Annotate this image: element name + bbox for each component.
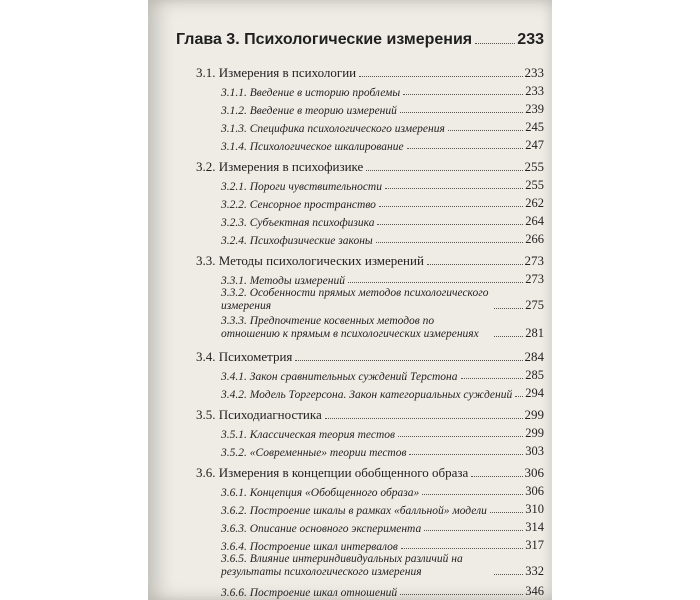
- entry-page: 273: [525, 272, 544, 286]
- entry-page: 233: [524, 65, 544, 80]
- entry-number: 3.2.3.: [221, 217, 247, 229]
- toc-subsection-label: [221, 123, 445, 135]
- entry-title: Субъектная психофизика: [249, 217, 375, 229]
- leader-dots: [494, 336, 523, 337]
- toc-subsection[interactable]: [221, 175, 544, 193]
- entry-title: Психометрия: [218, 349, 293, 364]
- entry-page: 262: [525, 196, 544, 210]
- toc-section-label: [196, 159, 363, 175]
- leader-dots: [490, 512, 523, 513]
- entry-number: 3.1.4.: [221, 141, 247, 153]
- leader-dots: [427, 264, 523, 265]
- toc-subsection-label: [221, 553, 491, 579]
- toc-subsection[interactable]: [221, 581, 544, 599]
- toc-subsection-label: [221, 447, 406, 459]
- toc-subsection-label: [221, 389, 512, 401]
- entry-title: Сенсорное пространство: [249, 199, 376, 211]
- entry-page: 299: [524, 407, 544, 422]
- entry-title: Особенности прямых методов психологического измерения: [221, 287, 489, 312]
- table-of-contents: [176, 31, 544, 599]
- entry-page: 306: [525, 484, 544, 498]
- leader-dots: [400, 594, 523, 595]
- entry-number: 3.1.3.: [221, 123, 247, 135]
- entry-title: Пороги чувствительности: [249, 181, 382, 193]
- toc-section[interactable]: [196, 405, 544, 423]
- entry-number: 3.2.4.: [221, 235, 247, 247]
- entry-page: 255: [525, 178, 544, 192]
- toc-subsection[interactable]: [221, 315, 544, 341]
- entry-title: Измерения в концепции обобщенного образа: [218, 465, 469, 480]
- leader-dots: [398, 436, 523, 437]
- toc-subsection-label: [221, 429, 395, 441]
- toc-section-label: [196, 349, 292, 365]
- toc-subsection[interactable]: [221, 441, 544, 459]
- toc-subsection[interactable]: [221, 535, 544, 553]
- entry-page: 245: [525, 120, 544, 134]
- toc-subsection-label: [221, 217, 374, 229]
- toc-subsection[interactable]: [221, 365, 544, 383]
- entry-number: 3.3.: [196, 253, 216, 268]
- toc-subsection-label: [221, 235, 373, 247]
- entry-page: 247: [525, 138, 544, 152]
- chapter-title: Глава 3. Психологические измерения: [176, 31, 473, 48]
- toc-subsection-label: [221, 181, 382, 193]
- leader-dots: [366, 170, 522, 171]
- entry-title: Закон сравнительных суждений Терстона: [249, 371, 458, 383]
- entry-number: 3.2.2.: [221, 199, 247, 211]
- toc-subsection[interactable]: [221, 193, 544, 211]
- entry-number: 3.2.1.: [221, 181, 247, 193]
- entry-title: Влияние интериндивидуальных различий на результаты психологического измерения: [221, 553, 463, 578]
- entry-page: 255: [524, 159, 544, 174]
- toc-subsection-label: [221, 199, 376, 211]
- toc-subsection[interactable]: [221, 517, 544, 535]
- toc-subsection-label: [221, 587, 397, 599]
- entry-number: 3.6.5.: [221, 553, 247, 565]
- toc-subsection[interactable]: [221, 135, 544, 153]
- toc-subsection[interactable]: [221, 211, 544, 229]
- leader-dots: [494, 574, 523, 575]
- entry-number: 3.1.2.: [221, 105, 247, 117]
- toc-subsection-label: [221, 487, 419, 499]
- leader-dots: [409, 454, 523, 455]
- toc-subsection-label: [221, 287, 491, 313]
- entry-number: 3.4.1.: [221, 371, 247, 383]
- toc-subsection-label: [221, 541, 398, 553]
- entry-title: Построение шкалы в рамках «балльной» модели: [249, 505, 487, 517]
- toc-subsection[interactable]: [221, 229, 544, 247]
- toc-subsection[interactable]: [221, 481, 544, 499]
- entry-number: 3.6.6.: [221, 587, 247, 599]
- entry-title: Измерения в психологии: [218, 65, 357, 80]
- toc-section-label: [196, 65, 356, 81]
- entry-number: 3.1.: [196, 65, 216, 80]
- entry-page: 284: [524, 349, 544, 364]
- entry-title: Предпочтение косвенных методов по отношению к прямым в психологических измерениях: [221, 315, 479, 340]
- entry-number: 3.3.1.: [221, 275, 247, 287]
- entry-number: 3.3.2.: [221, 287, 247, 299]
- entry-title: Модель Торгерсона. Закон категориальных суждений: [249, 389, 513, 401]
- leader-dots: [407, 148, 524, 149]
- leader-dots: [385, 188, 523, 189]
- entry-page: 314: [525, 520, 544, 534]
- leader-dots: [424, 530, 523, 531]
- chapter-heading[interactable]: [176, 31, 544, 49]
- entry-page: 306: [524, 465, 544, 480]
- toc-subsection-label: [221, 315, 491, 341]
- entry-title: Психодиагностика: [218, 407, 322, 422]
- leader-dots: [377, 224, 523, 225]
- leader-dots: [401, 548, 523, 549]
- entry-number: 3.1.1.: [221, 87, 247, 99]
- toc-subsection-label: [221, 87, 400, 99]
- entry-title: Измерения в психофизике: [218, 159, 364, 174]
- entry-number: 3.4.: [196, 349, 216, 364]
- toc-subsection[interactable]: [221, 269, 544, 287]
- leader-dots: [325, 418, 523, 419]
- toc-subsection[interactable]: [221, 81, 544, 99]
- toc-section[interactable]: [196, 63, 544, 81]
- book-page: [148, 0, 552, 600]
- toc-section[interactable]: [196, 251, 544, 269]
- entry-number: 3.5.: [196, 407, 216, 422]
- entry-number: 3.6.3.: [221, 523, 247, 535]
- entry-number: 3.2.: [196, 159, 216, 174]
- toc-subsection-label: [221, 141, 404, 153]
- entry-title: Специфика психологического измерения: [249, 123, 445, 135]
- entry-title: Методы психологических измерений: [218, 253, 424, 268]
- entry-page: 264: [525, 214, 544, 228]
- toc-subsection-label: [221, 105, 397, 117]
- toc-section[interactable]: [196, 157, 544, 175]
- leader-dots: [376, 242, 524, 243]
- toc-section-label: [196, 465, 468, 481]
- entry-page: 310: [525, 502, 544, 516]
- entry-title: «Современные» теории тестов: [249, 447, 407, 459]
- entry-page: 294: [525, 386, 544, 400]
- leader-dots: [494, 308, 523, 309]
- toc-subsection-label: [221, 523, 421, 535]
- entry-page: 346: [525, 584, 544, 598]
- entry-number: 3.5.1.: [221, 429, 247, 441]
- entry-page: 281: [525, 326, 544, 340]
- entry-page: 233: [525, 84, 544, 98]
- entry-title: Классическая теория тестов: [249, 429, 395, 441]
- toc-subsection[interactable]: [221, 383, 544, 401]
- toc-subsection[interactable]: [221, 117, 544, 135]
- toc-subsection-label: [221, 505, 487, 517]
- entry-title: Введение в теорию измерений: [249, 105, 397, 117]
- toc-section-label: [196, 253, 424, 269]
- entry-page: 317: [525, 538, 544, 552]
- entry-page: 239: [525, 102, 544, 116]
- leader-dots: [400, 112, 523, 113]
- entry-title: Введение в историю проблемы: [249, 87, 401, 99]
- leader-dots: [471, 476, 522, 477]
- entry-title: Построение шкал отношений: [249, 587, 398, 599]
- entry-title: Концепция «Обобщенного образа»: [249, 487, 420, 499]
- entry-title: Психофизические законы: [249, 235, 373, 247]
- toc-subsection[interactable]: [221, 287, 544, 313]
- leader-dots: [403, 94, 523, 95]
- entry-page: 303: [525, 444, 544, 458]
- entry-title: Построение шкал интервалов: [249, 541, 398, 553]
- toc-subsection[interactable]: [221, 423, 544, 441]
- toc-subsection-label: [221, 275, 345, 287]
- entry-page: 275: [525, 298, 544, 312]
- toc-subsection[interactable]: [221, 553, 544, 579]
- entry-number: 3.6.: [196, 465, 216, 480]
- toc-subsection[interactable]: [221, 499, 544, 517]
- toc-section-label: [196, 407, 322, 423]
- entry-page: 332: [525, 564, 544, 578]
- toc-subsection-label: [221, 371, 458, 383]
- leader-dots: [461, 378, 524, 379]
- leader-dots: [359, 76, 522, 77]
- entry-number: 3.6.2.: [221, 505, 247, 517]
- entry-page: 273: [524, 253, 544, 268]
- leader-dots: [515, 396, 523, 397]
- leader-dots: [379, 206, 523, 207]
- chapter-page: 233: [517, 31, 544, 48]
- entry-title: Психологическое шкалирование: [249, 141, 404, 153]
- leader-dots: [348, 282, 523, 283]
- entry-number: 3.3.3.: [221, 315, 247, 327]
- leader-dots: [475, 43, 515, 44]
- toc-section[interactable]: [196, 347, 544, 365]
- leader-dots: [422, 494, 523, 495]
- entry-number: 3.4.2.: [221, 389, 247, 401]
- entry-page: 285: [525, 368, 544, 382]
- entry-title: Методы измерений: [249, 275, 345, 287]
- entry-number: 3.6.4.: [221, 541, 247, 553]
- entry-number: 3.5.2.: [221, 447, 247, 459]
- entry-page: 299: [525, 426, 544, 440]
- entry-title: Описание основного эксперимента: [249, 523, 422, 535]
- leader-dots: [295, 360, 522, 361]
- leader-dots: [448, 130, 523, 131]
- toc-sections: [176, 63, 544, 599]
- toc-section[interactable]: [196, 463, 544, 481]
- entry-page: 266: [525, 232, 544, 246]
- toc-subsection[interactable]: [221, 99, 544, 117]
- entry-number: 3.6.1.: [221, 487, 247, 499]
